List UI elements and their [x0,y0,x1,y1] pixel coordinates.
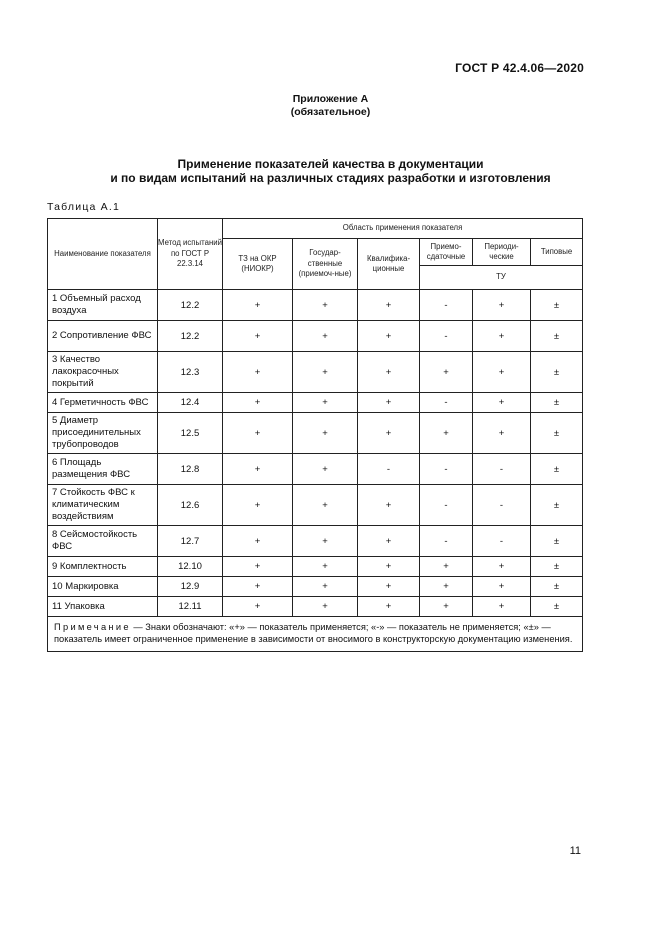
table-row [48,557,583,577]
row-indicator-name: 11 Упаковка [48,597,158,617]
row-value-cell: + [358,485,420,526]
row-value-cell: + [223,526,293,557]
row-value-cell: + [420,352,473,393]
row-value-cell: + [223,352,293,393]
row-value-cell: - [473,454,531,485]
row-value-cell: - [420,321,473,352]
row-method: 12.9 [158,577,223,597]
row-value-cell: + [473,557,531,577]
row-method: 12.4 [158,393,223,413]
row-value-cell: + [223,597,293,617]
table-row [48,597,583,617]
table-title-line-2: и по видам испытаний на различных стадиях разработки и изготовления [110,171,551,185]
row-value-cell: + [358,557,420,577]
row-value-cell: + [473,393,531,413]
row-value-cell: - [473,485,531,526]
note-text: — Знаки обозначают: «+» — показатель применяется; «-» — показатель не применяется; «±» — показатель имеет ограниченное применение в зависимости от вносимого в конструкторскую документацию изменения. [54,622,573,644]
row-value-cell: + [293,321,358,352]
appendix-subtitle: (обязательное) [290,106,371,118]
row-indicator-name: 9 Комплектность [48,557,158,577]
row-value-cell: - [420,393,473,413]
row-value-cell: + [473,577,531,597]
appendix-title: Приложение А [292,93,369,105]
header-area: Область применения показателя [223,219,583,239]
row-value-cell: ± [531,485,583,526]
row-value-cell: ± [531,393,583,413]
header-name: Наименование показателя [48,219,158,290]
row-value-cell: ± [531,597,583,617]
table-title [0,157,661,185]
row-value-cell: + [358,526,420,557]
row-value-cell: + [420,557,473,577]
row-method: 12.6 [158,485,223,526]
table-row [48,454,583,485]
row-value-cell: - [420,526,473,557]
document-code: ГОСТ Р 42.4.06—2020 [455,61,584,75]
table-body [48,290,583,617]
quality-indicators-table [47,218,583,652]
row-value-cell: + [358,597,420,617]
row-value-cell: + [358,577,420,597]
table-row [48,526,583,557]
row-indicator-name: 5 Диаметр присоединительных трубопроводов [48,413,158,454]
row-value-cell: + [293,557,358,577]
row-indicator-name: 1 Объемный расход воздуха [48,290,158,321]
header-col-qual: Квалифика-ционные [358,239,420,290]
row-method: 12.7 [158,526,223,557]
row-value-cell: + [473,352,531,393]
note-row [48,617,583,652]
header-col-state: Государ-ственные (приемоч-ные) [293,239,358,290]
row-indicator-name: 3 Качество лакокрасочных покрытий [48,352,158,393]
row-value-cell: + [473,321,531,352]
row-value-cell: + [293,526,358,557]
header-col-acceptance: Приемо-сдаточные [420,239,473,266]
table-row [48,413,583,454]
table-row [48,577,583,597]
header-row-1 [48,219,583,239]
row-indicator-name: 2 Сопротивление ФВС [48,321,158,352]
table-note [48,617,583,652]
row-value-cell: + [223,485,293,526]
row-indicator-name: 7 Стойкость ФВС к климатическим воздействиям [48,485,158,526]
row-value-cell: + [223,393,293,413]
header-tu: ТУ [420,266,583,290]
header-method: Метод испытаний по ГОСТ Р 22.3.14 [158,219,223,290]
row-value-cell: + [293,290,358,321]
row-value-cell: + [473,290,531,321]
row-value-cell: + [223,454,293,485]
table-row [48,485,583,526]
row-value-cell: ± [531,413,583,454]
row-method: 12.11 [158,597,223,617]
row-value-cell: ± [531,526,583,557]
row-value-cell: + [293,485,358,526]
row-value-cell: ± [531,454,583,485]
page-number: 11 [569,845,581,857]
row-value-cell: ± [531,321,583,352]
table-label: Таблица А.1 [47,201,121,213]
header-col-typical: Типовые [531,239,583,266]
row-value-cell: + [223,557,293,577]
row-value-cell: ± [531,352,583,393]
row-method: 12.5 [158,413,223,454]
row-value-cell: - [358,454,420,485]
row-value-cell: + [293,413,358,454]
appendix-heading [0,93,661,119]
row-value-cell: ± [531,577,583,597]
row-method: 12.10 [158,557,223,577]
row-value-cell: - [473,526,531,557]
row-method: 12.8 [158,454,223,485]
row-value-cell: - [420,454,473,485]
row-indicator-name: 10 Маркировка [48,577,158,597]
row-value-cell: ± [531,557,583,577]
row-value-cell: + [293,454,358,485]
row-method: 12.2 [158,321,223,352]
row-value-cell: + [420,577,473,597]
table-row [48,321,583,352]
row-method: 12.2 [158,290,223,321]
table-row [48,290,583,321]
header-col-tz: ТЗ на ОКР (НИОКР) [223,239,293,290]
row-value-cell: ± [531,290,583,321]
row-value-cell: + [223,577,293,597]
row-value-cell: - [420,485,473,526]
table-row [48,393,583,413]
row-value-cell: - [420,290,473,321]
row-indicator-name: 4 Герметичность ФВС [48,393,158,413]
row-value-cell: + [358,393,420,413]
row-value-cell: + [293,597,358,617]
row-value-cell: + [473,597,531,617]
header-col-periodic: Периоди-ческие [473,239,531,266]
row-value-cell: + [420,597,473,617]
table-title-line-1: Применение показателей качества в документации [177,157,484,171]
note-label: Примечание [54,622,131,632]
row-value-cell: + [420,413,473,454]
row-value-cell: + [223,290,293,321]
row-method: 12.3 [158,352,223,393]
row-value-cell: + [223,321,293,352]
row-value-cell: + [293,393,358,413]
row-value-cell: + [358,321,420,352]
row-value-cell: + [223,413,293,454]
row-indicator-name: 8 Сейсмостойкость ФВС [48,526,158,557]
row-value-cell: + [358,290,420,321]
row-value-cell: + [358,413,420,454]
row-value-cell: + [293,352,358,393]
row-value-cell: + [293,577,358,597]
table-row [48,352,583,393]
row-value-cell: + [358,352,420,393]
row-indicator-name: 6 Площадь размещения ФВС [48,454,158,485]
row-value-cell: + [473,413,531,454]
